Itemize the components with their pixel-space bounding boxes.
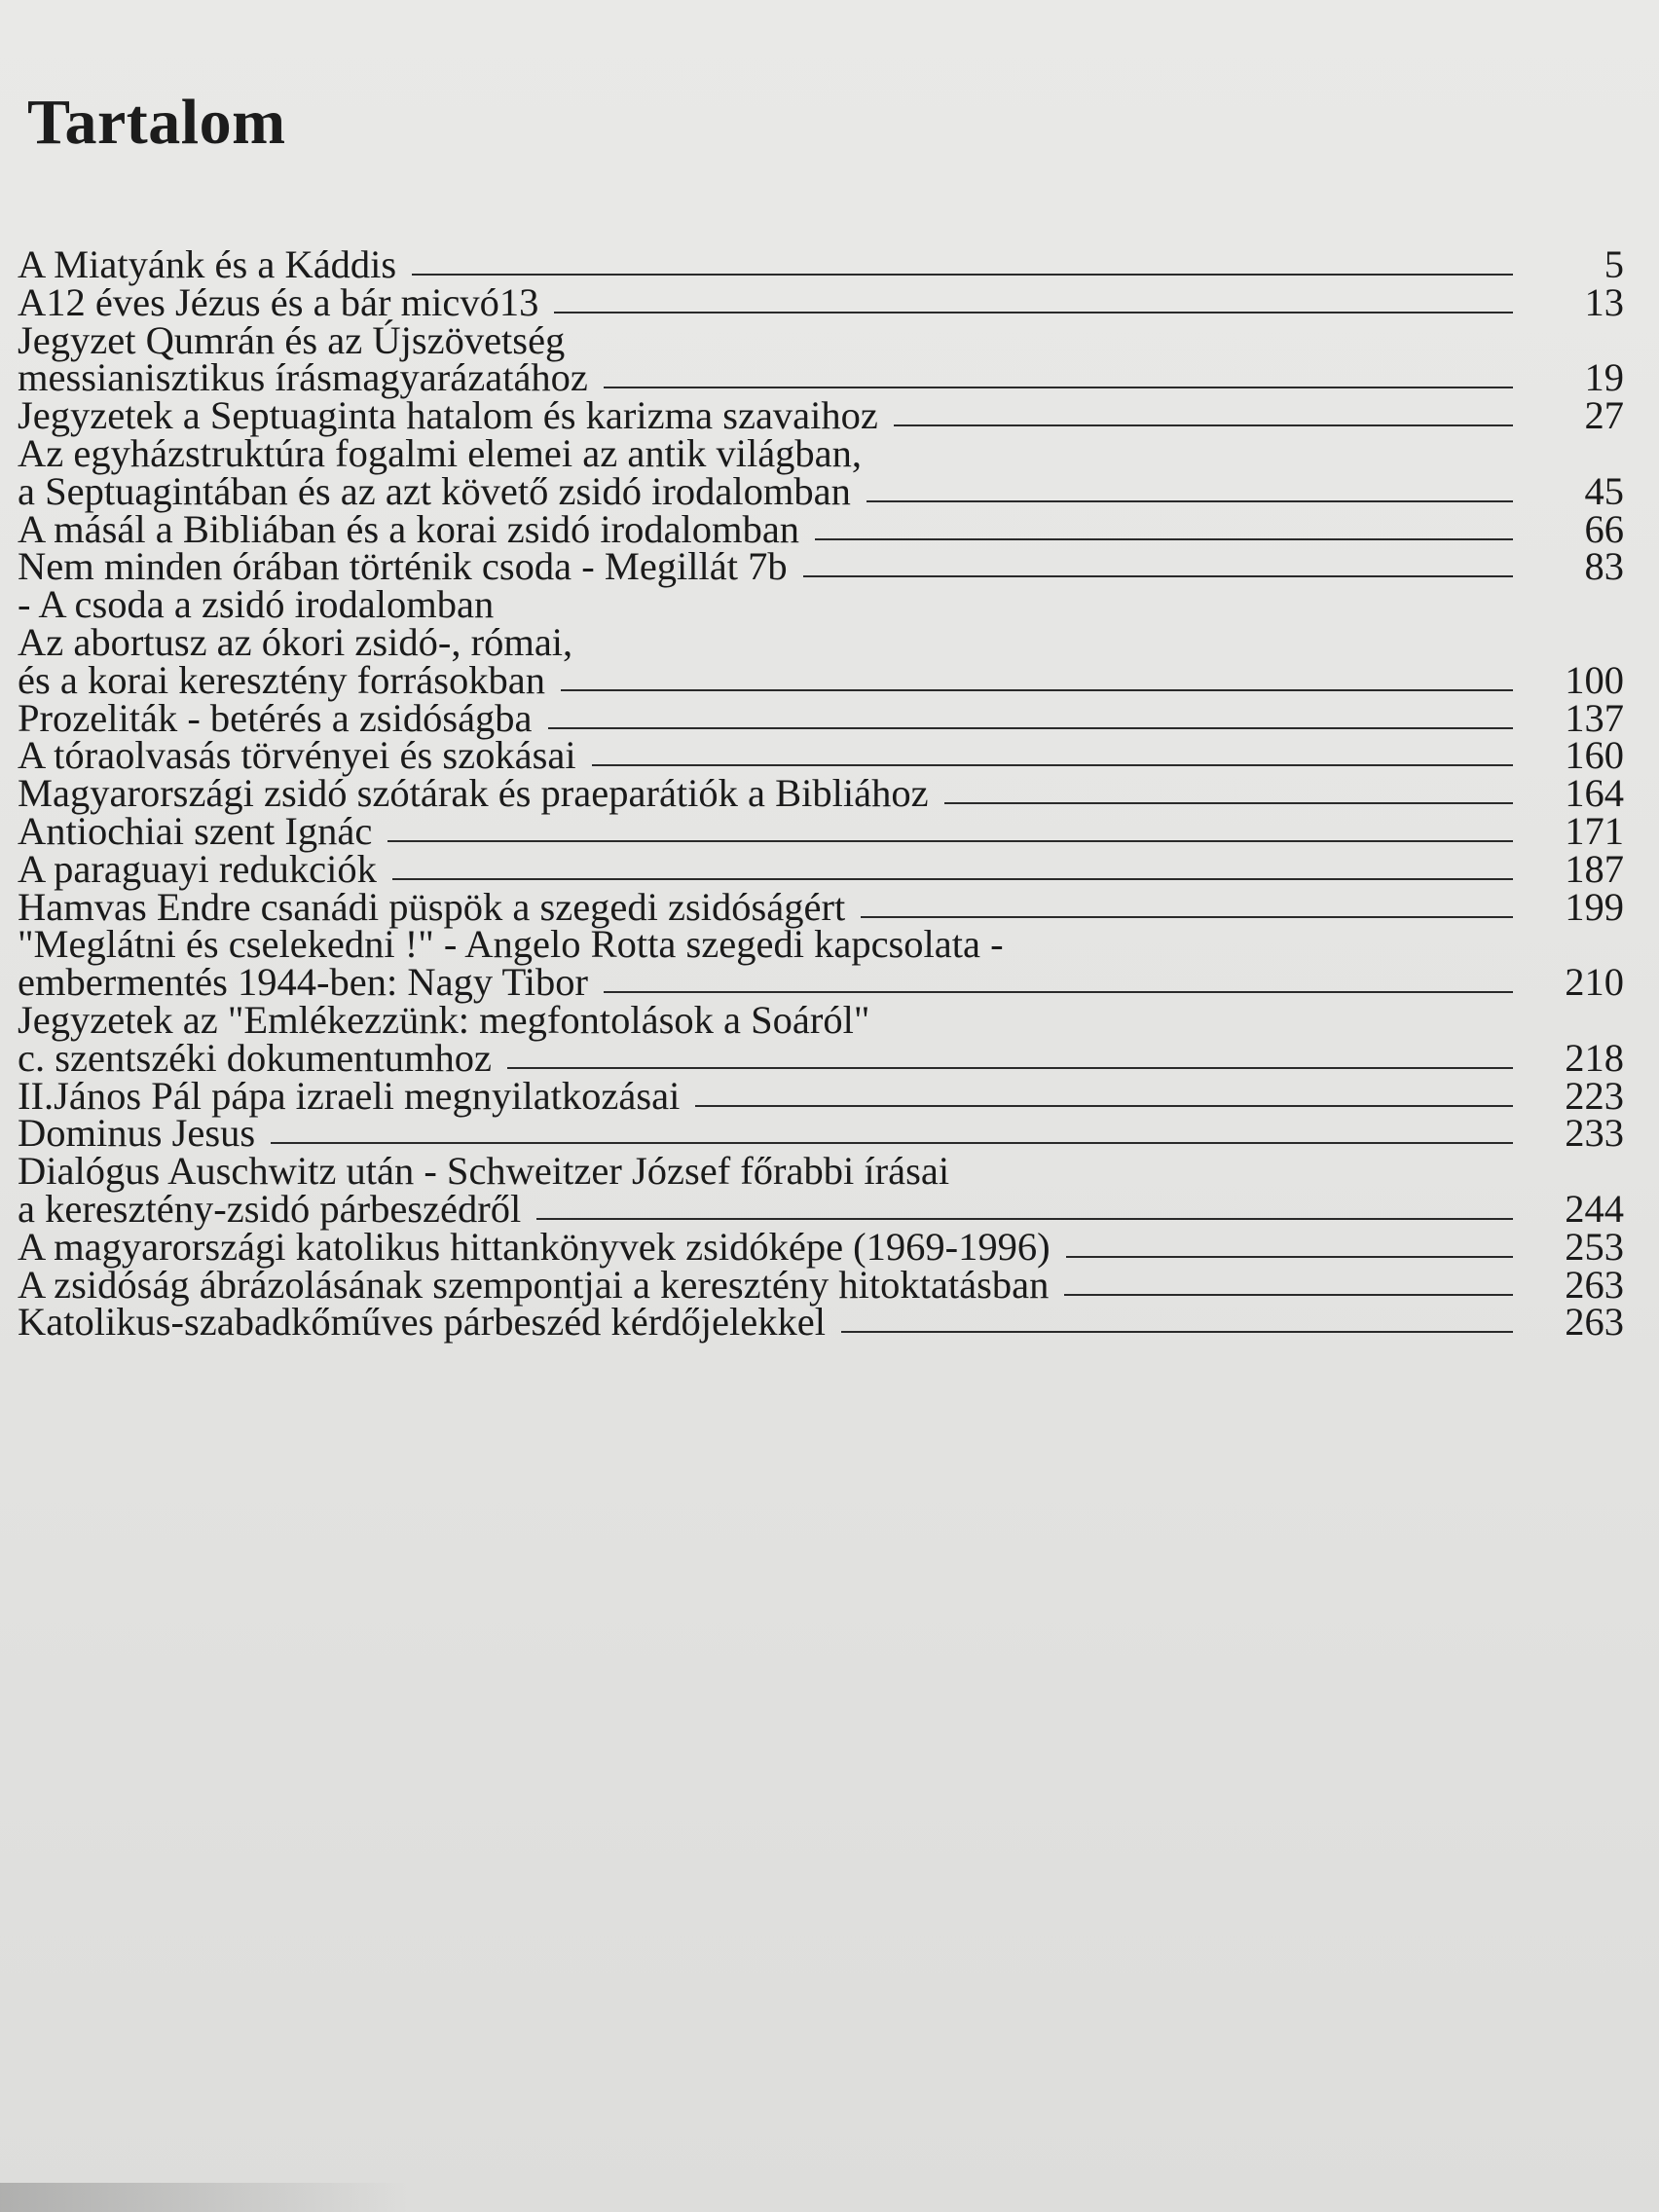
- toc-page-number: 100: [1565, 657, 1624, 702]
- toc-entry-title: Az egyházstruktúra fogalmi elemei az antik világban,: [18, 431, 863, 475]
- toc-entry-title: Jegyzetek a Septuaginta hatalom és karizma szavaihoz: [18, 393, 878, 438]
- toc-entry-title: Prozeliták - betérés a zsidóságba: [18, 695, 533, 740]
- toc-page-number: 19: [1584, 355, 1624, 400]
- toc-entry-title: A tóraolvasás törvényei és szokásai: [18, 733, 576, 778]
- toc-entry-title: Dominus Jesus: [18, 1111, 256, 1156]
- toc-page-number: 244: [1565, 1187, 1624, 1231]
- toc-page-number: 263: [1565, 1300, 1624, 1345]
- toc-entry-title: és a korai keresztény forrásokban: [18, 657, 546, 702]
- toc-entry-title: embermentés 1944-ben: Nagy Tibor: [18, 960, 589, 1005]
- toc-page-number: 66: [1584, 506, 1624, 551]
- toc-page-number: 218: [1565, 1035, 1624, 1080]
- toc-entry-title: Az abortusz az ókori zsidó-, római,: [18, 620, 573, 664]
- toc-page-number: 45: [1584, 468, 1624, 513]
- toc-page-number: 164: [1565, 771, 1624, 816]
- toc-page-number: 83: [1584, 544, 1624, 589]
- toc-entry-title: Hamvas Endre csanádi püspök a szegedi zsidóságért: [18, 884, 846, 929]
- toc-entry-title: Jegyzetek az "Emlékezzünk: megfontolások a Soáról": [18, 998, 870, 1042]
- toc-entry-title: II.János Pál pápa izraeli megnyilatkozásai: [18, 1073, 681, 1118]
- toc-page-number: 253: [1565, 1224, 1624, 1269]
- toc-page-number: 137: [1565, 695, 1624, 740]
- toc-entry-title: a keresztény-zsidó párbeszédről: [18, 1187, 522, 1231]
- toc-page-number: 210: [1565, 960, 1624, 1005]
- toc-page-number: 233: [1565, 1111, 1624, 1156]
- toc-page-number: 199: [1565, 884, 1624, 929]
- toc-leader-line: [841, 1331, 1513, 1333]
- toc-entry-title: A zsidóság ábrázolásának szempontjai a keresztény hitoktatásban: [18, 1262, 1050, 1307]
- toc-page-number: 263: [1565, 1262, 1624, 1307]
- toc-page-number: 13: [1584, 279, 1624, 324]
- page-title: Tartalom: [27, 87, 286, 158]
- toc-entry-title: messianisztikus írásmagyarázatához: [18, 355, 588, 400]
- toc-entry-title: A paraguayi redukciók: [18, 846, 377, 891]
- toc-entry-title: A Miatyánk és a Káddis: [18, 242, 397, 286]
- toc-entry-title: Nem minden órában történik csoda - Megillát 7b: [18, 544, 788, 589]
- toc-entry-title: Jegyzet Qumrán és az Újszövetség: [18, 317, 566, 362]
- toc-page-number: 223: [1565, 1073, 1624, 1118]
- toc-entry-title: - A csoda a zsidó irodalomban: [18, 582, 495, 627]
- toc-page-number: 160: [1565, 733, 1624, 778]
- toc-entry-title: A magyarországi katolikus hittankönyvek zsidóképe (1969-1996): [18, 1224, 1051, 1269]
- toc-entry-title: Dialógus Auschwitz után - Schweitzer József főrabbi írásai: [18, 1149, 950, 1194]
- toc-entry-title: Magyarországi zsidó szótárak és praeparátiók a Bibliához: [18, 771, 929, 816]
- toc-page-number: 27: [1584, 393, 1624, 438]
- toc-entry-title: a Septuagintában és az azt követő zsidó irodalomban: [18, 468, 851, 513]
- toc-entry-title: c. szentszéki dokumentumhoz: [18, 1035, 492, 1080]
- toc-page-number: 5: [1604, 242, 1624, 286]
- toc-entry-title: Katolikus-szabadkőműves párbeszéd kérdőjelekkel: [18, 1300, 826, 1345]
- toc-entry: [18, 1295, 1624, 1349]
- toc-entry-title: "Meglátni és cselekedni !" - Angelo Rotta szegedi kapcsolata -: [18, 922, 1004, 967]
- toc-page-number: 171: [1565, 809, 1624, 853]
- toc-entry-title: A másál a Bibliában és a korai zsidó irodalomban: [18, 506, 800, 551]
- toc-entry-title: Antiochiai szent Ignác: [18, 809, 373, 853]
- toc-page-number: 187: [1565, 846, 1624, 891]
- toc-entry-title: A12 éves Jézus és a bár micvó13: [18, 279, 539, 324]
- page-edge-shadow: [0, 2183, 409, 2212]
